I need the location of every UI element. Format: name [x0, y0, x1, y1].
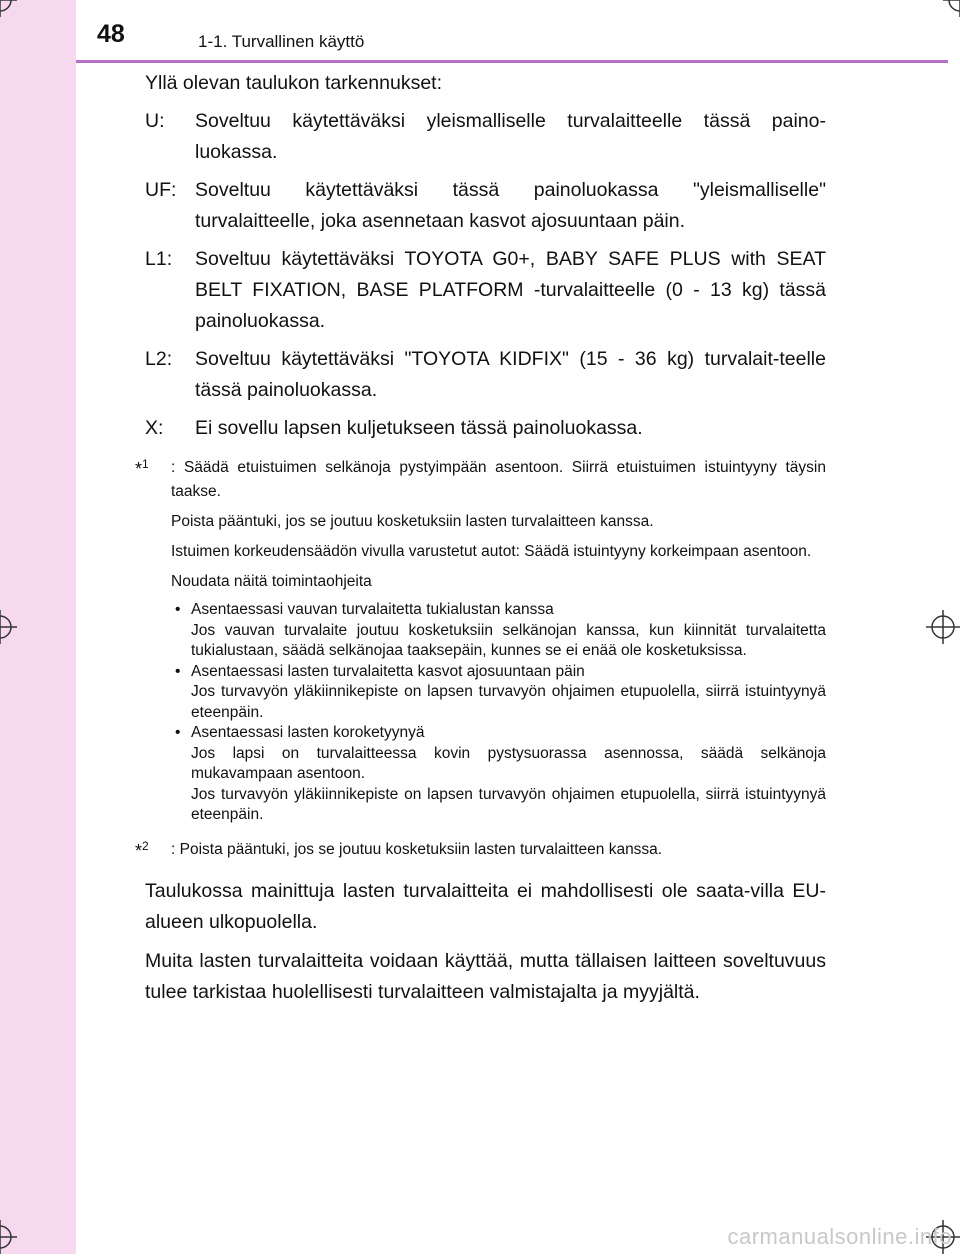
list-item-text: Jos lapsi on turvalaitteessa kovin pystysuorassa asennossa, säädä selkänoja mukavampaan asentoon. — [191, 744, 826, 782]
definition-u — [145, 106, 826, 168]
footnote-paragraph: Poista pääntuki, jos se joutuu kosketuksiin lasten turvalaitteen kanssa. — [171, 513, 654, 530]
body-paragraph: Muita lasten turvalaitteita voidaan käyttää, mutta tällaisen laitteen soveltuvuus tulee tarkistaa huolellisesti turvalaitteen valmistajalta ja myyjältä. — [145, 949, 826, 1003]
definition-desc: Soveltuu käytettäväksi yleismalliselle turvalaitteelle tässä paino-luokassa. — [195, 110, 826, 163]
bullet-icon: • — [175, 724, 181, 741]
definition-term: UF: — [145, 179, 177, 201]
definition-x — [145, 413, 826, 444]
footnote-star: * — [135, 459, 143, 479]
list-item-text: Jos vauvan turvalaite joutuu kosketuksiin selkänojan kanssa, kun kiinnität turvalaitetta tukialustaan, säädä selkänojaa taaksepäin, kunnes se ei enää ole kosketuksissa. — [191, 621, 826, 659]
definition-term: U: — [145, 110, 165, 132]
definition-term: L2: — [145, 348, 173, 370]
definition-term: X: — [145, 417, 164, 439]
list-item-title: Asentaessasi lasten turvalaitetta kasvot ajosuuntaan päin — [191, 662, 585, 680]
registration-mark-icon — [0, 610, 17, 644]
list-item-text: Jos turvavyön yläkiinnikepiste on lapsen turvavyön ohjaimen etupuolella, siirrä istuintyynyä eteenpäin. — [191, 683, 826, 721]
list-item — [171, 600, 826, 662]
definition-desc: Ei sovellu lapsen kuljetukseen tässä painoluokassa. — [195, 417, 643, 439]
definition-desc: Soveltuu käytettäväksi TOYOTA G0+, BABY SAFE PLUS with SEAT BELT FIXATION, BASE PLATFORM -turvalaitteelle (0 - 13 kg) tässä painoluokassa. — [195, 248, 826, 332]
footnote-1 — [135, 456, 826, 826]
list-item-text: Jos turvavyön yläkiinnikepiste on lapsen turvavyön ohjaimen etupuolella, siirrä istuintyynyä eteenpäin. — [191, 785, 826, 823]
definition-l2 — [145, 344, 826, 406]
definition-uf — [145, 175, 826, 237]
definition-term: L1: — [145, 248, 173, 270]
footnote-number: 1 — [142, 457, 149, 471]
definition-desc: Soveltuu käytettäväksi "TOYOTA KIDFIX" (15 - 36 kg) turvalait-teelle tässä painoluokassa. — [195, 348, 826, 401]
footnote-marker — [135, 834, 149, 863]
list-item — [171, 723, 826, 826]
footnote-paragraph: : Poista pääntuki, jos se joutuu kosketuksiin lasten turvalaitteen kanssa. — [171, 840, 663, 858]
watermark: carmanualsonline.info — [727, 1224, 952, 1249]
registration-mark-icon — [926, 610, 960, 644]
definition-l1 — [145, 244, 826, 337]
bullet-icon: • — [175, 601, 181, 618]
page-content — [135, 66, 826, 1016]
bullet-icon: • — [175, 662, 181, 680]
footnote-marker — [135, 452, 149, 481]
header-rule — [76, 60, 948, 63]
footnote-paragraph: Istuimen korkeudensäädön vivulla varustetut autot: Säädä istuintyyny korkeimpaan asentoon. — [171, 543, 812, 560]
footnote-paragraph: : Säädä etuistuimen selkänoja pystyimpään asentoon. Siirrä etuistuimen istuintyyny täysin taakse. — [171, 459, 826, 500]
footnote-star: * — [135, 840, 143, 861]
registration-mark-icon — [0, 0, 17, 17]
instruction-list — [171, 600, 826, 826]
intro-text: Yllä olevan taulukon tarkennukset: — [145, 72, 443, 94]
list-item-title: Asentaessasi vauvan turvalaitetta tukialustan kanssa — [191, 601, 554, 618]
footnote-2 — [135, 838, 826, 862]
list-item — [171, 662, 826, 724]
page-number: 48 — [97, 20, 125, 48]
definition-desc: Soveltuu käytettäväksi tässä painoluokassa "yleismalliselle" turvalaitteelle, joka asennetaan kasvot ajosuuntaan päin. — [195, 179, 826, 232]
registration-mark-icon — [943, 0, 960, 17]
footnote-paragraph: Noudata näitä toimintaohjeita — [171, 573, 372, 590]
list-item-title: Asentaessasi lasten koroketyynyä — [191, 724, 425, 741]
closing-text — [145, 876, 826, 1008]
footnote-number: 2 — [142, 838, 149, 853]
registration-mark-icon — [0, 1220, 17, 1254]
section-title: 1-1. Turvallinen käyttö — [198, 32, 365, 51]
body-paragraph: Taulukossa mainittuja lasten turvalaitteita ei mahdollisesti ole saata-villa EU-alueen ulkopuolella. — [145, 879, 826, 933]
